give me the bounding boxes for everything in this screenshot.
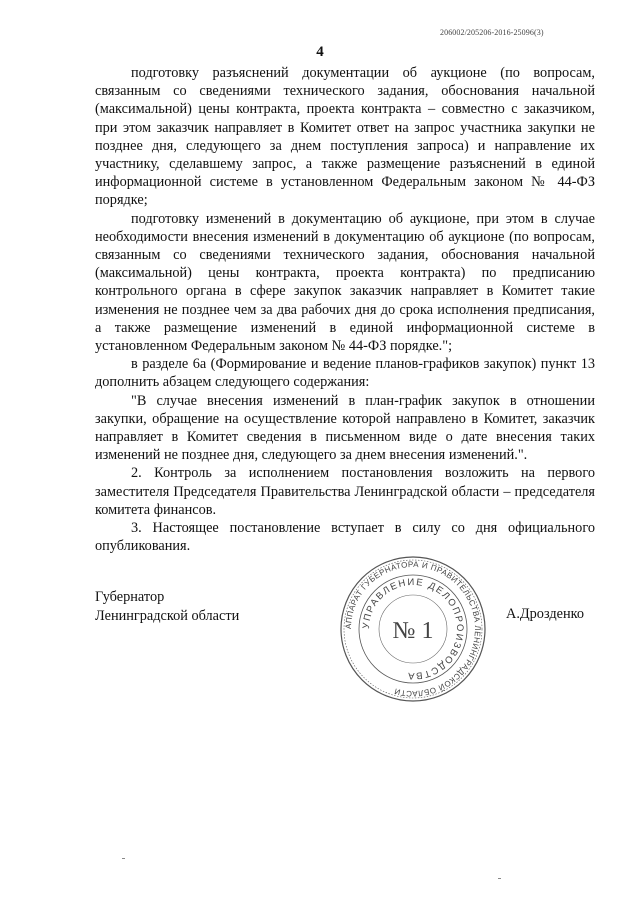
scan-artifact (498, 878, 501, 879)
signatory-name: А.Дрозденко (506, 606, 584, 622)
paragraph-section-6a: в разделе 6а (Формирование и ведение планов-графиков закупок) пункт 13 дополнить абзацем следующего содержания: (95, 356, 595, 391)
seal-number: № 1 (392, 618, 434, 644)
paragraph-item-2: 2. Контроль за исполнением постановления возложить на первого заместителя Председателя Правительства Ленинградской области – председателя комитета финансов. (95, 465, 595, 518)
signatory-title (95, 588, 239, 625)
document-id: 206002/205206-2016-25096(3) (440, 28, 544, 37)
paragraph-changes: подготовку изменений в документацию об аукционе, при этом в случае необходимости внесения изменений в документацию об аукционе (по вопросам, связанным со сведениями технического задания, обоснования начальной (максимальной) цены контракта, проекта контракта) по предписанию контрольного органа в сфере закупок заказчик направляет в Комитет такие изменения не позднее чем за два рабочих дня до срока исполнения предписания, а также размещение изменений в единой информационной системе в установленном Федеральным законом № 44-ФЗ порядке."; (95, 210, 595, 355)
seal-outer-text: АППАРАТ ГУБЕРНАТОРА И ПРАВИТЕЛЬСТВА ЛЕНИНГРАДСКОЙ ОБЛАСТИ (343, 559, 483, 699)
document-body (95, 64, 595, 555)
paragraph-item-3: 3. Настоящее постановление вступает в силу со дня официального опубликования. (95, 520, 595, 555)
paragraph-quote: "В случае внесения изменений в план-график закупок в отношении закупки, обращение на осуществление которой направлено в Комитет, заказчик направляет в Комитет сведения в письменном виде о дате внесения таких изменений не позднее дня, следующего за днем внесения изменений.". (95, 392, 595, 464)
page-number: 4 (316, 44, 324, 60)
seal-inner-text: УПРАВЛЕНИЕ ДЕЛОПРОИЗВОДСТВА (360, 576, 466, 682)
scan-artifact (122, 858, 125, 859)
official-seal (338, 554, 488, 704)
signatory-title-line1: Губернатор (95, 589, 165, 605)
paragraph-clarifications: подготовку разъяснений документации об аукционе (по вопросам, связанным со сведениями технического задания, обоснования начальной (максимальной) цены контракта, проекта контракта – совместно с заказчиком, при этом заказчик направляет в Комитет ответ на запрос участника закупки не позднее дня, следующего за днем поступления запроса) и направление их участнику, сделавшему запрос, а также размещение разъяснений в единой информационной системе в установленном Федеральным законом № 44-ФЗ порядке; (95, 65, 595, 209)
signatory-title-line2: Ленинградской области (95, 607, 240, 624)
